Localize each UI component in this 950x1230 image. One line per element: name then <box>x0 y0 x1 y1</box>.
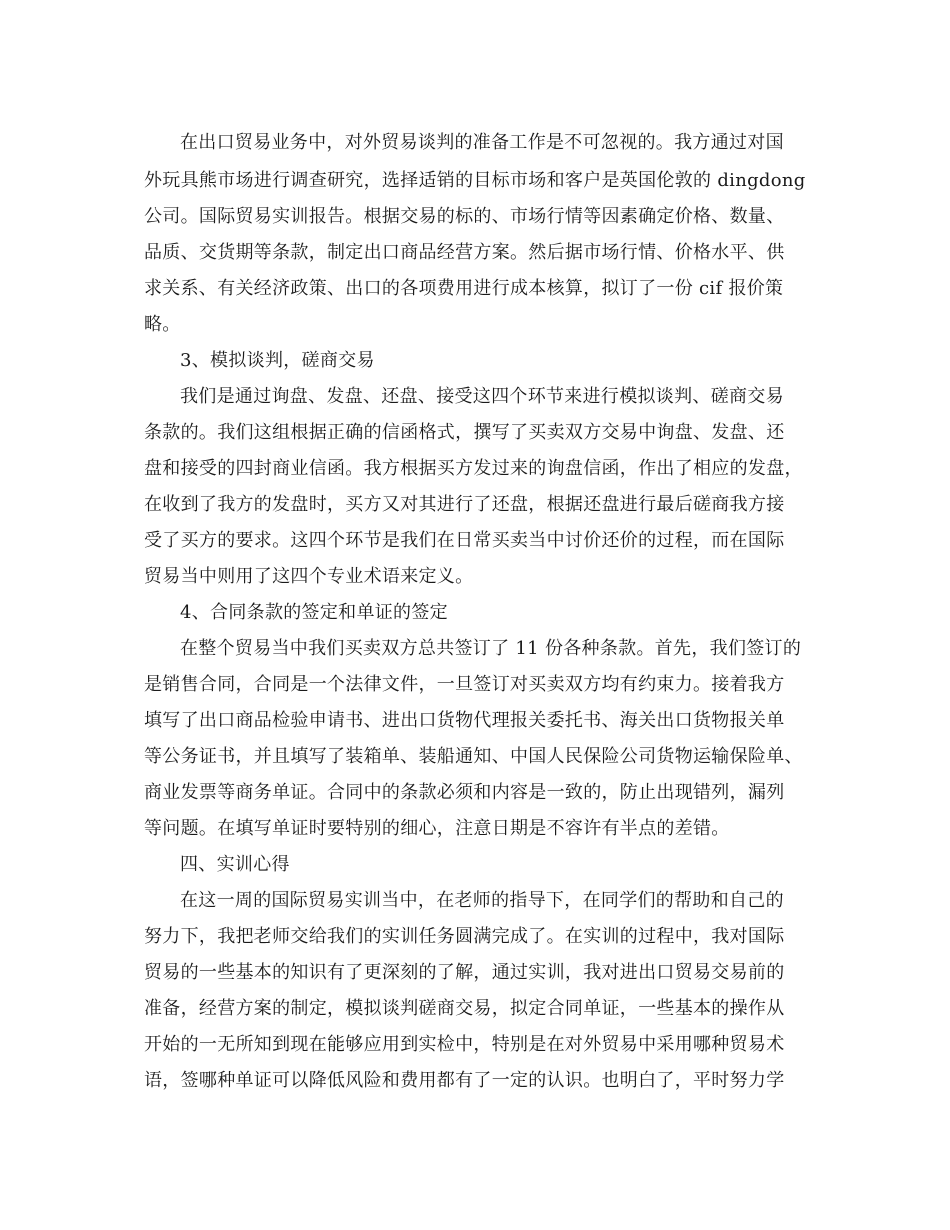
paragraph-line: 贸易当中则用了这四个专业术语来定义。 <box>144 566 474 587</box>
paragraph-line: 略。 <box>144 314 181 335</box>
paragraph-line: 准备，经营方案的制定，模拟谈判磋商交易，拟定合同单证，一些基本的操作从 <box>144 998 785 1019</box>
paragraph-line: 在出口贸易业务中，对外贸易谈判的准备工作是不可忽视的。我方通过对国 <box>180 132 784 153</box>
paragraph-line: 在整个贸易当中我们买卖双方总共签订了 11 份各种条款。首先，我们签订的 <box>180 638 802 659</box>
paragraph-line: 语，签哪种单证可以降低风险和费用都有了一定的认识。也明白了，平时努力学 <box>144 1070 785 1091</box>
paragraph-line: 求关系、有关经济政策、出口的各项费用进行成本核算，拟订了一份 cif 报价策 <box>144 278 784 299</box>
section-heading: 四、实训心得 <box>180 854 290 875</box>
paragraph-line: 贸易的一些基本的知识有了更深刻的了解，通过实训，我对进出口贸易交易前的 <box>144 962 785 983</box>
paragraph-line: 努力下，我把老师交给我们的实训任务圆满完成了。在实训的过程中，我对国际 <box>144 926 785 947</box>
section-heading: 4、合同条款的签定和单证的签定 <box>180 602 448 623</box>
section-heading: 3、模拟谈判，磋商交易 <box>180 350 375 371</box>
paragraph-line: 品质、交货期等条款，制定出口商品经营方案。然后据市场行情、价格水平、供 <box>144 242 785 263</box>
paragraph-line: 公司。国际贸易实训报告。根据交易的标的、市场行情等因素确定价格、数量、 <box>144 206 785 227</box>
paragraph-line: 等公务证书，并且填写了装箱单、装船通知、中国人民保险公司货物运输保险单、 <box>144 746 803 767</box>
paragraph-line: 在这一周的国际贸易实训当中，在老师的指导下，在同学们的帮助和自己的 <box>180 890 784 911</box>
paragraph-line: 条款的。我们这组根据正确的信函格式，撰写了买卖双方交易中询盘、发盘、还 <box>144 422 785 443</box>
paragraph-line: 受了买方的要求。这四个环节是我们在日常买卖当中讨价还价的过程，而在国际 <box>144 530 785 551</box>
paragraph-line: 等问题。在填写单证时要特别的细心，注意日期是不容许有半点的差错。 <box>144 818 730 839</box>
paragraph-line: 在收到了我方的发盘时，买方又对其进行了还盘，根据还盘进行最后磋商我方接 <box>144 494 785 515</box>
paragraph-line: 外玩具熊市场进行调查研究，选择适销的目标市场和客户是英国伦敦的 dingdong <box>144 170 806 191</box>
paragraph-line: 是销售合同，合同是一个法律文件，一旦签订对买卖双方均有约束力。接着我方 <box>144 674 785 695</box>
paragraph-line: 商业发票等商务单证。合同中的条款必须和内容是一致的，防止出现错列，漏列 <box>144 782 785 803</box>
paragraph-line: 开始的一无所知到现在能够应用到实检中，特别是在对外贸易中采用哪种贸易术 <box>144 1034 785 1055</box>
paragraph-line: 填写了出口商品检验申请书、进出口货物代理报关委托书、海关出口货物报关单 <box>144 710 785 731</box>
paragraph-line: 我们是通过询盘、发盘、还盘、接受这四个环节来进行模拟谈判、磋商交易 <box>180 386 784 407</box>
paragraph-line: 盘和接受的四封商业信函。我方根据买方发过来的询盘信函，作出了相应的发盘， <box>144 458 803 479</box>
